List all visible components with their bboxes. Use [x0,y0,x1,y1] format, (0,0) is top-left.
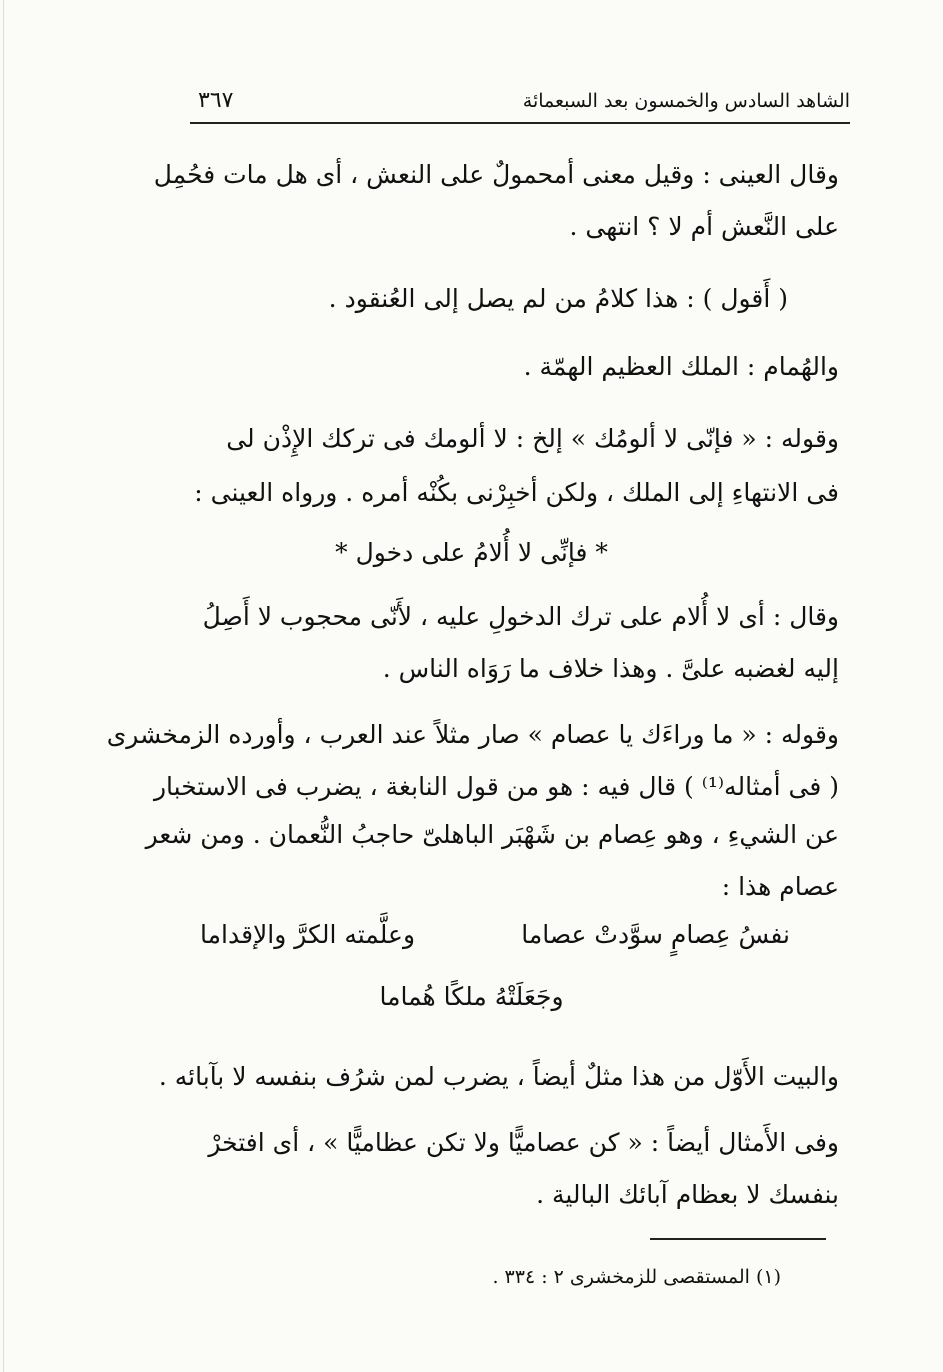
page-number: ٣٦٧ [198,88,234,113]
text-line: فى الانتهاءِ إلى الملك ، ولكن أخبِرْنى بكُنْه أمره . ورواه العينى : [194,478,839,507]
text-line: ( أَقول ) : هذا كلامُ من لم يصل إلى العُنقود . [328,284,788,313]
text-line: عن الشيءِ ، وهو عِصام بن شَهْبَر الباهلىّ حاجبُ النُّعمان . ومن شعر [145,820,839,849]
text-line: وفى الأَمثال أيضاً : « كن عصاميًّا ولا تكن عظاميًّا » ، أى افتخرْ [208,1128,839,1157]
text-line: وقوله : « فإنّى لا ألومُك » إلخ : لا ألومك فى تركك الإِذْن لى [226,424,839,453]
text-line: والهُمام : الملك العظيم الهمّة . [523,352,839,381]
text-line: وقال العينى : وقيل معنى أمحمولٌ على النعش ، أى هل مات فحُمِل [153,160,839,189]
verse [200,920,790,960]
text-line: وقوله : « ما وراءَك يا عصام » صار مثلاً عند العرب ، وأورده الزمخشرى [106,720,839,749]
scan-edge [3,0,4,1372]
footnote-rule [650,1238,826,1240]
verse-line: وجَعَلَتْهُ ملكًا هُماما [379,982,564,1011]
running-head: الشاهد السادس والخمسون بعد السبعمائة [522,90,850,112]
page-header [190,88,850,124]
text-line: وقال : أى لا أُلام على ترك الدخولِ عليه ، لأَنّى محجوب لا أَصِلُ [202,602,839,631]
text-line: بنفسك لا بعظام آبائك البالية . [536,1180,839,1209]
verse-half-line: * فإنِّى لا أُلامُ على دخول * [335,538,608,567]
text-line: والبيت الأَوّل من هذا مثلٌ أيضاً ، يضرب لمن شرُف بنفسه لا بآبائه . [158,1062,839,1091]
text-line: على النَّعش أم لا ؟ انتهى . [569,212,839,241]
text-line: إليه لغضبه علىَّ . وهذا خلاف ما رَوَاه الناس . [382,654,839,683]
footnote: (١) المستقصى للزمخشرى ٢ : ٣٣٤ . [492,1266,781,1288]
text-line: ( فى أمثاله⁽¹⁾ ) قال فيه : هو من قول النابغة ، يضرب فى الاستخبار [153,772,839,801]
verse-hemistich-2: وعلَّمته الكرَّ والإقداما [200,920,416,949]
text-line: عصام هذا : [721,872,839,901]
verse-hemistich-1: نفسُ عِصامٍ سوَّدتْ عصاما [521,920,790,949]
